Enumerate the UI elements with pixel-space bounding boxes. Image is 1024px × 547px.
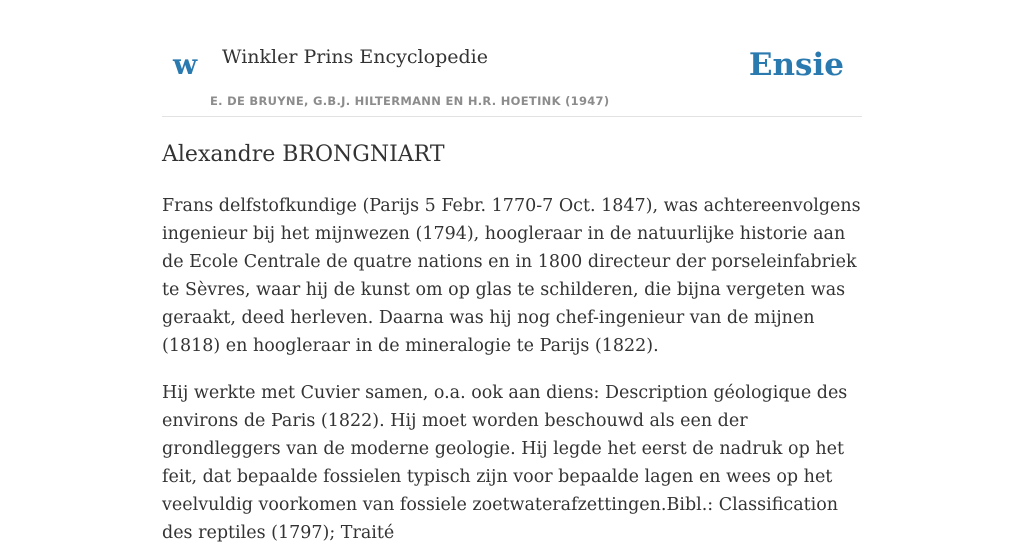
encyclopedia-logo[interactable]: w: [173, 48, 198, 81]
site-header: [162, 0, 862, 117]
article: [162, 138, 862, 547]
encyclopedia-authors: E. DE BRUYNE, G.B.J. HILTERMANN EN H.R. HOETINK (1947): [210, 94, 610, 108]
article-title: Alexandre BRONGNIART: [162, 142, 445, 167]
ensie-logo-link[interactable]: Ensie: [748, 47, 844, 83]
article-paragraph-2: Hij werkte met Cuvier samen, o.a. ook aan diens: Description géologique des environs de Paris (1822). Hij moet worden beschouwd als een der grondleggers van de moderne geologie. Hij legde het eerst de nadruk op het feit, dat bepaalde fossielen typisch zijn voor bepaalde lagen en wees op het veelvuldig voorkomen van fossiele zoetwaterafzettingen.Bibl.: Classification des reptiles (1797); Traité: [162, 383, 848, 543]
article-paragraph-1: Frans delfstofkundige (Parijs 5 Febr. 1770-7 Oct. 1847), was achtereenvolgens ingenieur bij het mijnwezen (1794), hoogleraar in de natuurlijke historie aan de Ecole Centrale de quatre nations en in 1800 directeur der porseleinfabriek te Sèvres, waar hij de kunst om op glas te schilderen, die bijna vergeten was geraakt, deed herleven. Daarna was hij nog chef-ingenieur van de mijnen (1818) en hoogleraar in de mineralogie te Parijs (1822).: [162, 196, 861, 356]
encyclopedia-title-link[interactable]: Winkler Prins Encyclopedie: [222, 46, 488, 68]
